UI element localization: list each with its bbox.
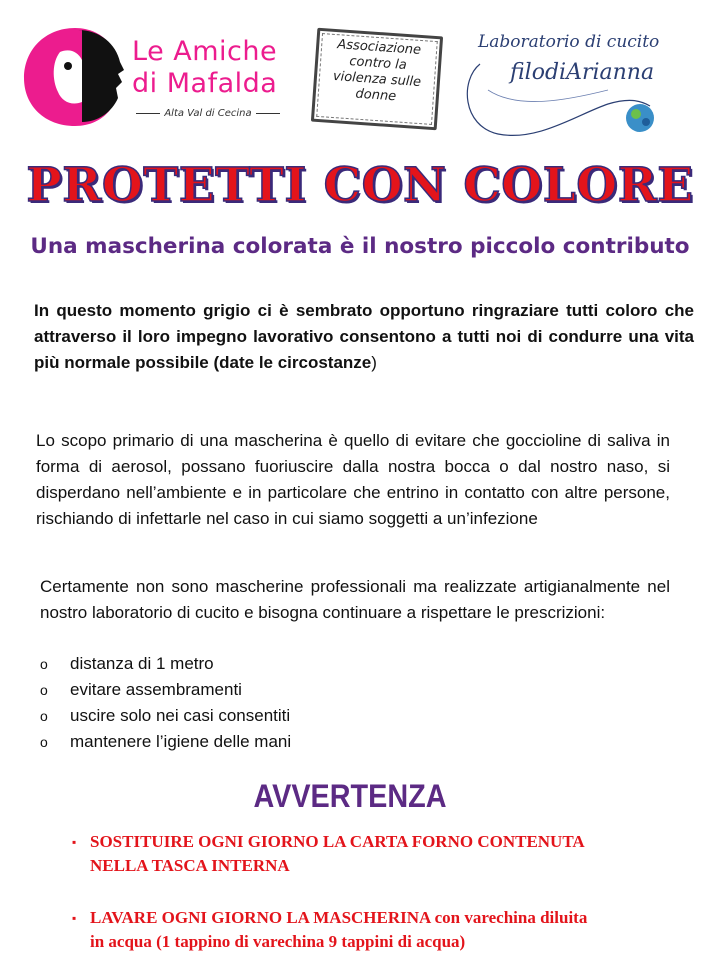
mafalda-name-line2: di Mafalda (132, 68, 278, 99)
page-subtitle: Una mascherina colorata è il nostro piccolo contributo (30, 234, 690, 259)
prescriptions-list (40, 651, 660, 755)
mafalda-subtitle: Alta Val di Cecina (128, 108, 288, 119)
purpose-paragraph: Lo scopo primario di una mascherina è quello di evitare che goccioline di saliva in forma di aerosol, possano fuoriuscire dalla nostra bocca o dal nostro naso, si disperdano nell’ambiente e in particolare che entrino in contatto con altre persone, rischiando di infettarle nel caso in cui siamo soggetti a un’infezione (36, 431, 670, 528)
intro-paragraph: In questo momento grigio ci è sembrato opportuno ringraziare tutti coloro che attraverso il loro impegno lavorativo consentono a tutti noi di condurre una vita più normale possibile (date le circostanze) (34, 301, 694, 372)
arianna-line2: filodiArianna (510, 60, 655, 85)
warning-item: ▪ LAVARE OGNI GIORNO LA MASCHERINA con varechina diluita in acqua (1 tappino di varechina 9 tappini di acqua) (72, 908, 588, 951)
mafalda-face-icon (20, 22, 130, 132)
disclaimer-paragraph: Certamente non sono mascherine professionali ma realizzate artigianalmente nel nostro laboratorio di cucito e bisogna continuare a rispettare le prescrizioni: (40, 577, 670, 622)
page-title: PROTETTI CON COLORE (26, 158, 694, 213)
arianna-line1: Laboratorio di cucito (478, 32, 660, 52)
mafalda-logo (20, 22, 290, 132)
list-item: o uscire solo nei casi consentiti (40, 706, 291, 725)
arianna-logo (458, 30, 668, 142)
thread-swirl-icon (458, 30, 668, 142)
mafalda-name-line1: Le Amiche (132, 36, 278, 67)
warning-item: ▪ SOSTITUIRE OGNI GIORNO LA CARTA FORNO CONTENUTA NELLA TASCA INTERNA (72, 832, 585, 875)
stamp-text: Associazione contro la violenza sulle donne (332, 37, 422, 105)
list-item: o mantenere l’igiene delle mani (40, 732, 292, 751)
association-stamp (311, 28, 443, 131)
list-item: o distanza di 1 metro (40, 654, 214, 673)
warning-title: AVVERTENZA (253, 778, 447, 814)
list-item: o evitare assembramenti (40, 680, 242, 699)
mafalda-name (132, 36, 277, 100)
